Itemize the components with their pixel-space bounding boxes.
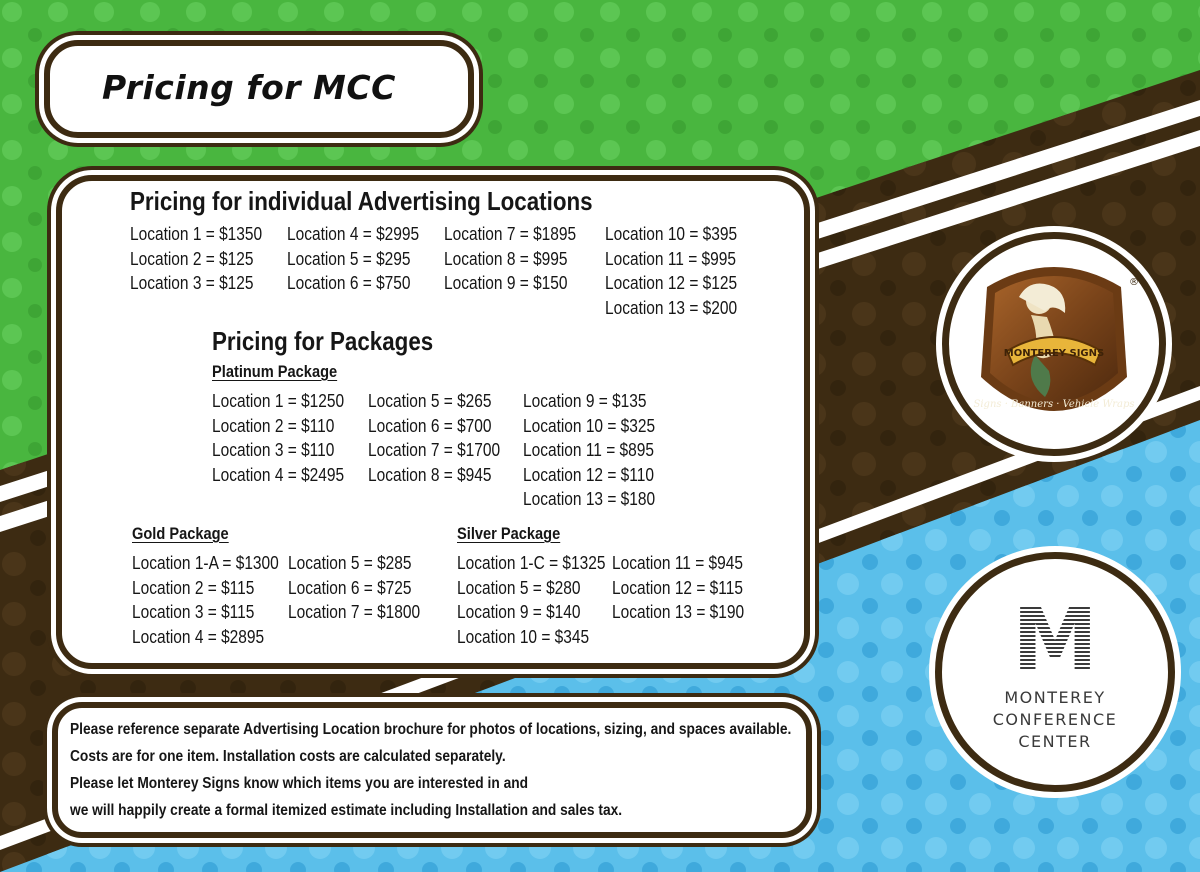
individual-column-4 <box>605 222 759 320</box>
note-line: Please let Monterey Signs know which items you are interested in and <box>70 775 529 792</box>
list-item: Location 2 = $125 <box>130 248 254 269</box>
list-item: Location 3 = $115 <box>132 602 255 622</box>
packages-heading: Pricing for Packages <box>212 326 434 356</box>
platinum-heading: Platinum Package <box>212 362 338 381</box>
list-item: Location 4 = $2495 <box>212 464 345 485</box>
list-item: Location 12 = $110 <box>523 464 654 485</box>
list-item: Location 13 = $200 <box>605 297 738 318</box>
list-item: Location 13 = $190 <box>612 602 745 622</box>
list-item: Location 7 = $1700 <box>368 440 501 460</box>
list-item: Location 9 = $150 <box>444 273 568 293</box>
individual-column-1 <box>130 222 284 296</box>
list-item: Location 12 = $125 <box>605 273 738 293</box>
note-line: Costs are for one item. Installation costs are calculated separately. <box>70 748 506 765</box>
list-item: Location 10 = $395 <box>605 224 738 244</box>
list-item: Location 10 = $325 <box>523 415 656 436</box>
list-item: Location 4 = $2895 <box>132 626 265 647</box>
list-item: Location 3 = $125 <box>130 273 254 293</box>
monterey-signs-logo <box>942 232 1166 456</box>
signs-tagline-text: Signs · Banners · Vehicle Wraps <box>973 399 1135 410</box>
title-banner <box>44 40 474 138</box>
list-item: Location 5 = $295 <box>287 248 411 269</box>
list-item: Location 9 = $135 <box>523 391 647 411</box>
notes-text <box>70 716 909 824</box>
list-item: Location 11 = $945 <box>612 553 743 573</box>
list-item: Location 6 = $700 <box>368 415 492 436</box>
mcc-name-line-3: CENTER <box>1018 732 1092 751</box>
list-item: Location 5 = $280 <box>457 577 581 598</box>
list-item: Location 4 = $2995 <box>287 224 420 244</box>
list-item: Location 7 = $1800 <box>288 602 421 622</box>
mermaid-plaque-icon <box>949 239 1159 449</box>
list-item: Location 6 = $725 <box>288 577 412 598</box>
list-item: Location 12 = $115 <box>612 577 743 598</box>
list-item: Location 5 = $265 <box>368 391 492 411</box>
list-item: Location 7 = $1895 <box>444 224 577 244</box>
registered-mark: ® <box>1129 277 1139 288</box>
list-item: Location 10 = $345 <box>457 626 590 647</box>
monterey-conference-center-logo <box>935 552 1175 792</box>
list-item: Location 3 = $110 <box>212 440 335 460</box>
list-item: Location 8 = $945 <box>368 464 492 485</box>
mcc-m-icon <box>942 579 1168 699</box>
signs-banner-text: MONTEREY SIGNS <box>1003 348 1105 359</box>
silver-column-2 <box>612 551 766 625</box>
note-line: Please reference separate Advertising Location brochure for photos of locations, sizing, and spaces available. <box>70 721 792 738</box>
list-item: Location 6 = $750 <box>287 273 411 293</box>
list-item: Location 13 = $180 <box>523 489 656 509</box>
silver-column-1 <box>457 551 630 649</box>
note-line: we will happily create a formal itemized estimate including Installation and sales tax. <box>70 802 623 819</box>
list-item: Location 9 = $140 <box>457 602 581 622</box>
list-item: Location 1-C = $1325 <box>457 553 606 573</box>
individual-column-2 <box>287 222 441 296</box>
mcc-name-line-2: CONFERENCE <box>992 710 1118 729</box>
list-item: Location 11 = $895 <box>523 440 654 460</box>
list-item: Location 5 = $285 <box>288 553 412 573</box>
page-title: Pricing for MCC <box>102 68 396 107</box>
list-item: Location 2 = $115 <box>132 577 255 598</box>
gold-heading: Gold Package <box>132 524 229 543</box>
platinum-column-2 <box>368 389 522 487</box>
platinum-column-3 <box>523 389 677 512</box>
gold-column-1 <box>132 551 303 649</box>
gold-column-2 <box>288 551 442 625</box>
individual-heading: Pricing for individual Advertising Locations <box>130 186 593 216</box>
silver-heading: Silver Package <box>457 524 561 543</box>
list-item: Location 2 = $110 <box>212 415 335 436</box>
individual-column-3 <box>444 222 598 296</box>
platinum-column-1 <box>212 389 366 487</box>
list-item: Location 1 = $1350 <box>130 224 263 244</box>
list-item: Location 11 = $995 <box>605 248 736 269</box>
list-item: Location 8 = $995 <box>444 248 568 269</box>
list-item: Location 1-A = $1300 <box>132 553 279 573</box>
list-item: Location 1 = $1250 <box>212 391 345 411</box>
mcc-name-line-1: MONTEREY <box>1004 688 1106 707</box>
mcc-letter: M <box>1012 590 1098 690</box>
